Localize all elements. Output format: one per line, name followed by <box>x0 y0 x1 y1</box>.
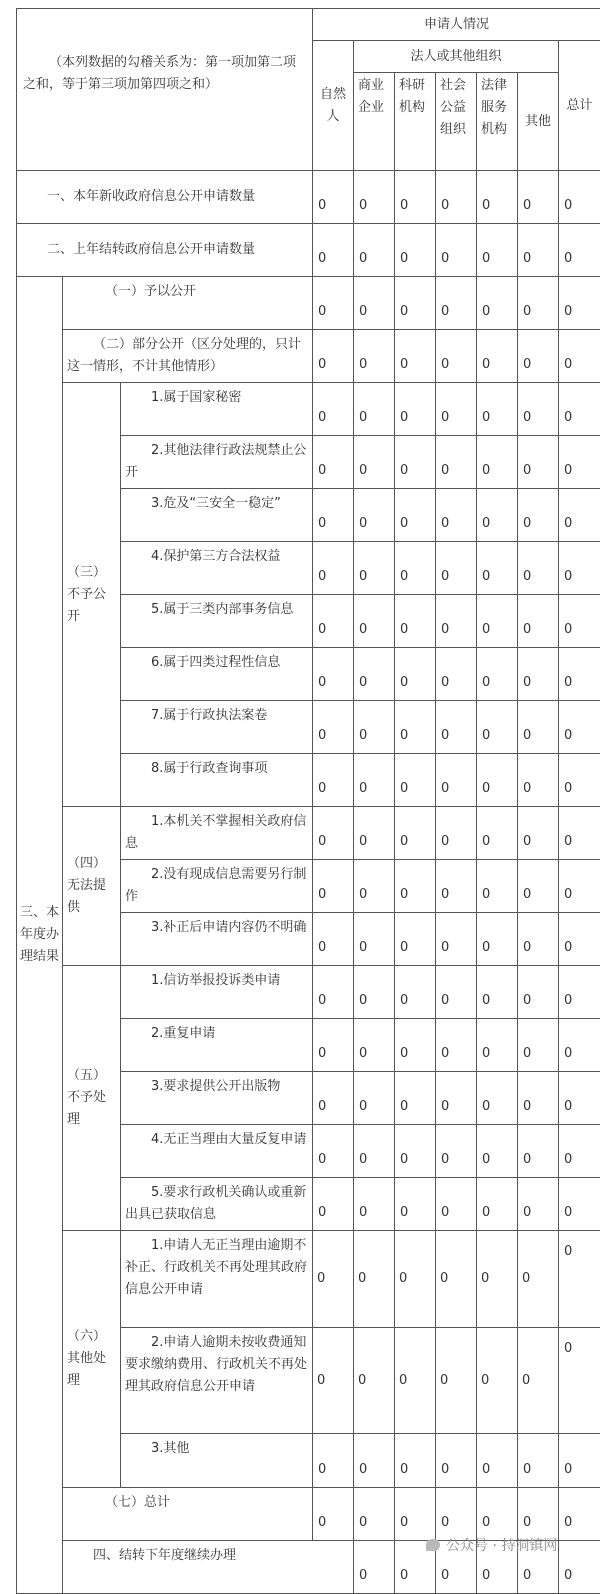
cell-value: 0 <box>518 1125 559 1178</box>
cell-value: 0 <box>518 1019 559 1072</box>
cell-value: 0 <box>313 860 354 913</box>
row-label: 3.要求提供公开出版物 <box>121 1072 313 1125</box>
cell-value: 0 <box>518 1488 559 1541</box>
cell-value: 0 <box>436 648 477 701</box>
cell-value: 0 <box>313 1231 354 1328</box>
cell-value: 0 <box>477 436 518 489</box>
cell-value: 0 <box>436 913 477 966</box>
cell-value: 0 <box>436 1072 477 1125</box>
row-label: 5.要求行政机关确认或重新出具已获取信息 <box>121 1178 313 1231</box>
cell-value: 0 <box>436 1488 477 1541</box>
cell-value: 0 <box>477 171 518 224</box>
cell-value: 0 <box>436 1541 477 1594</box>
cell-value: 0 <box>313 1328 354 1434</box>
cell-value: 0 <box>313 595 354 648</box>
cell-value: 0 <box>518 860 559 913</box>
cell-value: 0 <box>518 1328 559 1434</box>
row-label: 2.重复申请 <box>121 1019 313 1072</box>
cell-value: 0 <box>559 224 600 277</box>
cell-value: 0 <box>313 171 354 224</box>
column-note-cell <box>17 9 313 171</box>
row-label: 5.属于三类内部事务信息 <box>121 595 313 648</box>
cell-value: 0 <box>313 383 354 436</box>
cell-value: 0 <box>354 860 395 913</box>
col-research: 科研机构 <box>395 73 436 171</box>
col-total: 总计 <box>559 41 600 171</box>
cell-value: 0 <box>354 807 395 860</box>
cell-value: 0 <box>559 595 600 648</box>
row-label: 1.申请人无正当理由逾期不补正、行政机关不再处理其政府信息公开申请 <box>121 1231 313 1328</box>
cell-value: 0 <box>518 277 559 330</box>
cell-value: 0 <box>559 277 600 330</box>
cell-value: 0 <box>559 754 600 807</box>
cell-value: 0 <box>395 860 436 913</box>
cell-value: 0 <box>313 913 354 966</box>
table-row <box>17 966 600 1019</box>
row-label: （二）部分公开（区分处理的，只计这一情形，不计其他情形） <box>63 330 313 383</box>
cell-value: 0 <box>395 1434 436 1488</box>
row-label: 1.信访举报投诉类申请 <box>121 966 313 1019</box>
row-label: 二、上年结转政府信息公开申请数量 <box>17 224 313 277</box>
cell-value: 0 <box>436 330 477 383</box>
cell-value: 0 <box>518 1541 559 1594</box>
row-label: 3.其他 <box>121 1434 313 1488</box>
group-4-label: （四）无法提供 <box>63 807 121 966</box>
cell-value: 0 <box>559 1125 600 1178</box>
row-label: 3.危及“三安全一稳定” <box>121 489 313 542</box>
cell-value: 0 <box>354 1231 395 1328</box>
cell-value: 0 <box>559 860 600 913</box>
cell-value: 0 <box>436 1434 477 1488</box>
table-row <box>17 383 600 436</box>
cell-value: 0 <box>559 542 600 595</box>
cell-value: 0 <box>395 807 436 860</box>
cell-value: 0 <box>559 1072 600 1125</box>
cell-value: 0 <box>518 1231 559 1328</box>
row-label: 3.补正后申请内容仍不明确 <box>121 913 313 966</box>
cell-value: 0 <box>354 1019 395 1072</box>
table-row <box>17 1488 600 1541</box>
group-6-label: （六）其他处理 <box>63 1231 121 1488</box>
cell-value: 0 <box>313 1125 354 1178</box>
cell-value: 0 <box>518 330 559 383</box>
cell-value: 0 <box>559 913 600 966</box>
cell-value: 0 <box>477 1488 518 1541</box>
cell-value: 0 <box>477 330 518 383</box>
col-business: 商业企业 <box>354 73 395 171</box>
cell-value: 0 <box>313 1072 354 1125</box>
cell-value: 0 <box>559 383 600 436</box>
row-label: 7.属于行政执法案卷 <box>121 701 313 754</box>
cell-value: 0 <box>477 1231 518 1328</box>
cell-value: 0 <box>395 383 436 436</box>
cell-value: 0 <box>395 330 436 383</box>
cell-value: 0 <box>477 224 518 277</box>
cell-value: 0 <box>518 542 559 595</box>
cell-value: 0 <box>436 701 477 754</box>
cell-value: 0 <box>313 489 354 542</box>
cell-value: 0 <box>477 966 518 1019</box>
cell-value: 0 <box>395 754 436 807</box>
cell-value: 0 <box>313 701 354 754</box>
table-row <box>17 1231 600 1328</box>
cell-value: 0 <box>354 489 395 542</box>
cell-value: 0 <box>354 1072 395 1125</box>
cell-value: 0 <box>559 648 600 701</box>
row-label: 1.本机关不掌握相关政府信息 <box>121 807 313 860</box>
cell-value: 0 <box>477 860 518 913</box>
watermark-text: 公众号 · 持洞镇网 <box>446 1538 557 1554</box>
cell-value: 0 <box>477 1541 518 1594</box>
cell-value: 0 <box>395 277 436 330</box>
cell-value: 0 <box>477 1178 518 1231</box>
cell-value: 0 <box>354 754 395 807</box>
table-row <box>17 277 600 330</box>
cell-value: 0 <box>395 1231 436 1328</box>
cell-value: 0 <box>518 1072 559 1125</box>
cell-value: 0 <box>313 277 354 330</box>
row-label: 6.属于四类过程性信息 <box>121 648 313 701</box>
cell-value: 0 <box>559 1434 600 1488</box>
cell-value: 0 <box>354 436 395 489</box>
cell-value: 0 <box>395 1072 436 1125</box>
cell-value: 0 <box>559 1019 600 1072</box>
row-label: （一）予以公开 <box>63 277 313 330</box>
row-label: 2.其他法律行政法规禁止公开 <box>121 436 313 489</box>
cell-value: 0 <box>313 1178 354 1231</box>
cell-value: 0 <box>518 224 559 277</box>
cell-value: 0 <box>559 1488 600 1541</box>
row-label: 2.没有现成信息需要另行制作 <box>121 860 313 913</box>
cell-value: 0 <box>477 701 518 754</box>
cell-value: 0 <box>395 1488 436 1541</box>
cell-value: 0 <box>436 224 477 277</box>
cell-value: 0 <box>354 701 395 754</box>
cell-value: 0 <box>518 807 559 860</box>
cell-value: 0 <box>518 701 559 754</box>
cell-value: 0 <box>313 1019 354 1072</box>
cell-value: 0 <box>477 648 518 701</box>
row-label: 4.保护第三方合法权益 <box>121 542 313 595</box>
cell-value: 0 <box>559 1231 600 1328</box>
cell-value: 0 <box>395 171 436 224</box>
cell-value: 0 <box>518 966 559 1019</box>
cell-value: 0 <box>518 595 559 648</box>
row-label: （七）总计 <box>63 1488 313 1541</box>
cell-value: 0 <box>477 1125 518 1178</box>
legal-persons-header: 法人或其他组织 <box>354 41 559 73</box>
cell-value: 0 <box>436 966 477 1019</box>
cell-value: 0 <box>354 595 395 648</box>
cell-value: 0 <box>518 489 559 542</box>
cell-value: 0 <box>395 913 436 966</box>
cell-value: 0 <box>354 383 395 436</box>
cell-value: 0 <box>477 1019 518 1072</box>
cell-value: 0 <box>395 966 436 1019</box>
cell-value: 0 <box>436 1231 477 1328</box>
cell-value: 0 <box>436 436 477 489</box>
table-row <box>17 330 600 383</box>
cell-value: 0 <box>354 1541 395 1594</box>
row-label: 4.无正当理由大量反复申请 <box>121 1125 313 1178</box>
cell-value: 0 <box>477 489 518 542</box>
cell-value: 0 <box>559 330 600 383</box>
cell-value: 0 <box>518 436 559 489</box>
row-label: 8.属于行政查询事项 <box>121 754 313 807</box>
cell-value: 0 <box>354 224 395 277</box>
cell-value: 0 <box>436 595 477 648</box>
cell-value: 0 <box>354 648 395 701</box>
cell-value: 0 <box>395 595 436 648</box>
cell-value: 0 <box>313 542 354 595</box>
row-label: 四、结转下年度继续办理 <box>63 1541 354 1594</box>
cell-value: 0 <box>518 1178 559 1231</box>
cell-value: 0 <box>436 860 477 913</box>
cell-value: 0 <box>477 595 518 648</box>
table-row <box>17 807 600 860</box>
cell-value: 0 <box>518 383 559 436</box>
cell-value: 0 <box>477 383 518 436</box>
cell-value: 0 <box>395 489 436 542</box>
cell-value: 0 <box>559 1178 600 1231</box>
cell-value: 0 <box>518 171 559 224</box>
table-row <box>17 171 600 224</box>
cell-value: 0 <box>559 436 600 489</box>
cell-value: 0 <box>436 1178 477 1231</box>
cell-value: 0 <box>477 542 518 595</box>
cell-value: 0 <box>477 913 518 966</box>
group-3-label: （三）不予公开 <box>63 383 121 807</box>
cell-value: 0 <box>354 1434 395 1488</box>
cell-value: 0 <box>477 277 518 330</box>
cell-value: 0 <box>436 542 477 595</box>
cell-value: 0 <box>395 224 436 277</box>
cell-value: 0 <box>395 1328 436 1434</box>
cell-value: 0 <box>395 542 436 595</box>
row-label: 一、本年新收政府信息公开申请数量 <box>17 171 313 224</box>
cell-value: 0 <box>354 542 395 595</box>
cell-value: 0 <box>313 648 354 701</box>
cell-value: 0 <box>559 1328 600 1434</box>
cell-value: 0 <box>395 648 436 701</box>
col-legal-service: 法律服务机构 <box>477 73 518 171</box>
col-public-welfare: 社会公益组织 <box>436 73 477 171</box>
row-label: 2.申请人逾期未按收费通知要求缴纳费用、行政机关不再处理其政府信息公开申请 <box>121 1328 313 1434</box>
cell-value: 0 <box>477 1434 518 1488</box>
cell-value: 0 <box>436 807 477 860</box>
row-label: 1.属于国家秘密 <box>121 383 313 436</box>
cell-value: 0 <box>436 383 477 436</box>
cell-value: 0 <box>436 277 477 330</box>
cell-value: 0 <box>436 1125 477 1178</box>
cell-value: 0 <box>354 966 395 1019</box>
cell-value: 0 <box>559 807 600 860</box>
cell-value: 0 <box>354 171 395 224</box>
group-5-label: （五）不予处理 <box>63 966 121 1231</box>
cell-value: 0 <box>313 1488 354 1541</box>
cell-value: 0 <box>518 754 559 807</box>
cell-value: 0 <box>436 1328 477 1434</box>
section-3-label: 三、本年度办理结果 <box>17 277 63 1594</box>
column-note: （本列数据的勾稽关系为：第一项加第二项之和，等于第三项加第四项之和） <box>23 52 308 96</box>
cell-value: 0 <box>395 701 436 754</box>
cell-value: 0 <box>477 807 518 860</box>
cell-value: 0 <box>354 1328 395 1434</box>
cell-value: 0 <box>436 171 477 224</box>
cell-value: 0 <box>313 807 354 860</box>
col-other: 其他 <box>518 73 559 171</box>
col-natural-person: 自然人 <box>313 41 354 171</box>
watermark <box>426 1535 557 1555</box>
cell-value: 0 <box>313 224 354 277</box>
cell-value: 0 <box>477 754 518 807</box>
cell-value: 0 <box>313 330 354 383</box>
cell-value: 0 <box>395 1019 436 1072</box>
cell-value: 0 <box>313 436 354 489</box>
statistics-table <box>16 8 600 1594</box>
cell-value: 0 <box>354 913 395 966</box>
cell-value: 0 <box>354 330 395 383</box>
cell-value: 0 <box>436 754 477 807</box>
cell-value: 0 <box>313 1434 354 1488</box>
cell-value: 0 <box>436 1019 477 1072</box>
cell-value: 0 <box>518 913 559 966</box>
cell-value: 0 <box>559 489 600 542</box>
cell-value: 0 <box>395 436 436 489</box>
cell-value: 0 <box>354 1488 395 1541</box>
applicant-situation-header: 申请人情况 <box>313 9 600 41</box>
wechat-icon <box>426 1539 440 1551</box>
cell-value: 0 <box>559 966 600 1019</box>
cell-value: 0 <box>559 701 600 754</box>
cell-value: 0 <box>477 1072 518 1125</box>
cell-value: 0 <box>395 1178 436 1231</box>
cell-value: 0 <box>518 648 559 701</box>
cell-value: 0 <box>518 1434 559 1488</box>
cell-value: 0 <box>395 1541 436 1594</box>
cell-value: 0 <box>395 1125 436 1178</box>
cell-value: 0 <box>313 754 354 807</box>
table-row <box>17 224 600 277</box>
cell-value: 0 <box>313 966 354 1019</box>
cell-value: 0 <box>354 1178 395 1231</box>
cell-value: 0 <box>477 1328 518 1434</box>
cell-value: 0 <box>559 1541 600 1594</box>
cell-value: 0 <box>559 171 600 224</box>
cell-value: 0 <box>436 489 477 542</box>
cell-value: 0 <box>354 1125 395 1178</box>
cell-value: 0 <box>354 277 395 330</box>
